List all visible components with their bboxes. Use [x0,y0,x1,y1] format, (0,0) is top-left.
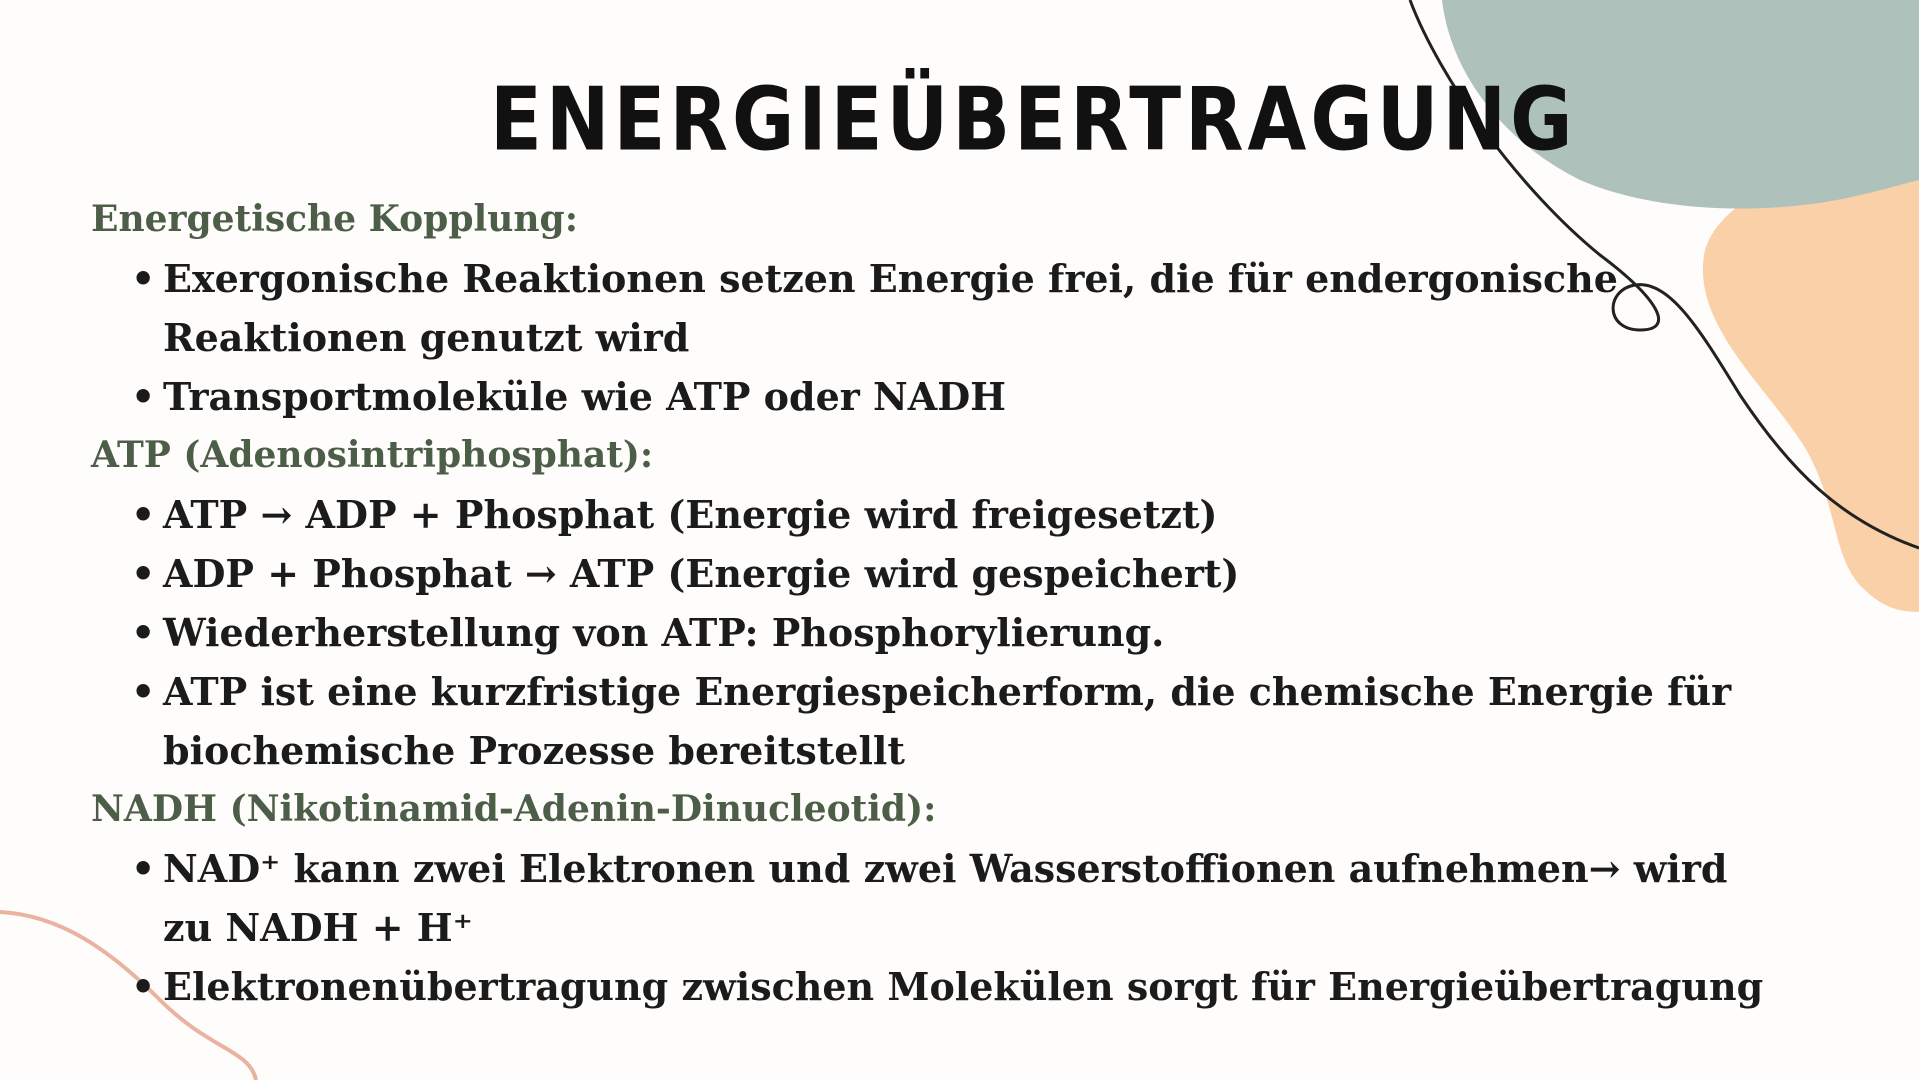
section-atp [91,426,1771,780]
section-energetische-kopplung [91,190,1771,426]
list-item-text: • Wiederherstellung von ATP: Phosphorylierung. [163,610,1165,655]
content-area [91,190,1771,1016]
section-heading: ATP (Adenosintriphosphat): [91,434,654,476]
list-item-text-continued: zu NADH + H⁺ [163,905,473,950]
list-item-text: • Elektronenübertragung zwischen Molekülen sorgt für Energieübertragung [163,964,1764,1009]
section-nadh [91,780,1771,1016]
list-item [163,839,1771,957]
list-item-text: • ADP + Phosphat → ATP (Energie wird gespeichert) [163,551,1240,596]
list-item [163,544,1771,603]
bullet-list [91,249,1771,426]
list-item [163,485,1771,544]
list-item [163,662,1771,780]
list-item-text-continued: Reaktionen genutzt wird [163,315,690,360]
section-heading: NADH (Nikotinamid-Adenin-Dinucleotid): [91,788,937,830]
list-item-text: • Exergonische Reaktionen setzen Energie frei, die für endergonische [163,256,1618,301]
list-item-text: • Transportmoleküle wie ATP oder NADH [163,374,1007,419]
list-item-text-continued: biochemische Prozesse bereitstellt [163,728,905,773]
list-item [163,957,1771,1016]
page-title: ENERGIEÜBERTRAGUNG [490,67,1577,171]
bullet-list [91,485,1771,780]
list-item-text: • NAD⁺ kann zwei Elektronen und zwei Wasserstoffionen aufnehmen→ wird [163,846,1728,891]
bullet-list [91,839,1771,1016]
list-item [163,249,1771,367]
list-item-text: • ATP → ADP + Phosphat (Energie wird freigesetzt) [163,492,1218,537]
list-item [163,603,1771,662]
list-item [163,367,1771,426]
section-heading: Energetische Kopplung: [91,198,579,240]
list-item-text: • ATP ist eine kurzfristige Energiespeicherform, die chemische Energie für [163,669,1732,714]
